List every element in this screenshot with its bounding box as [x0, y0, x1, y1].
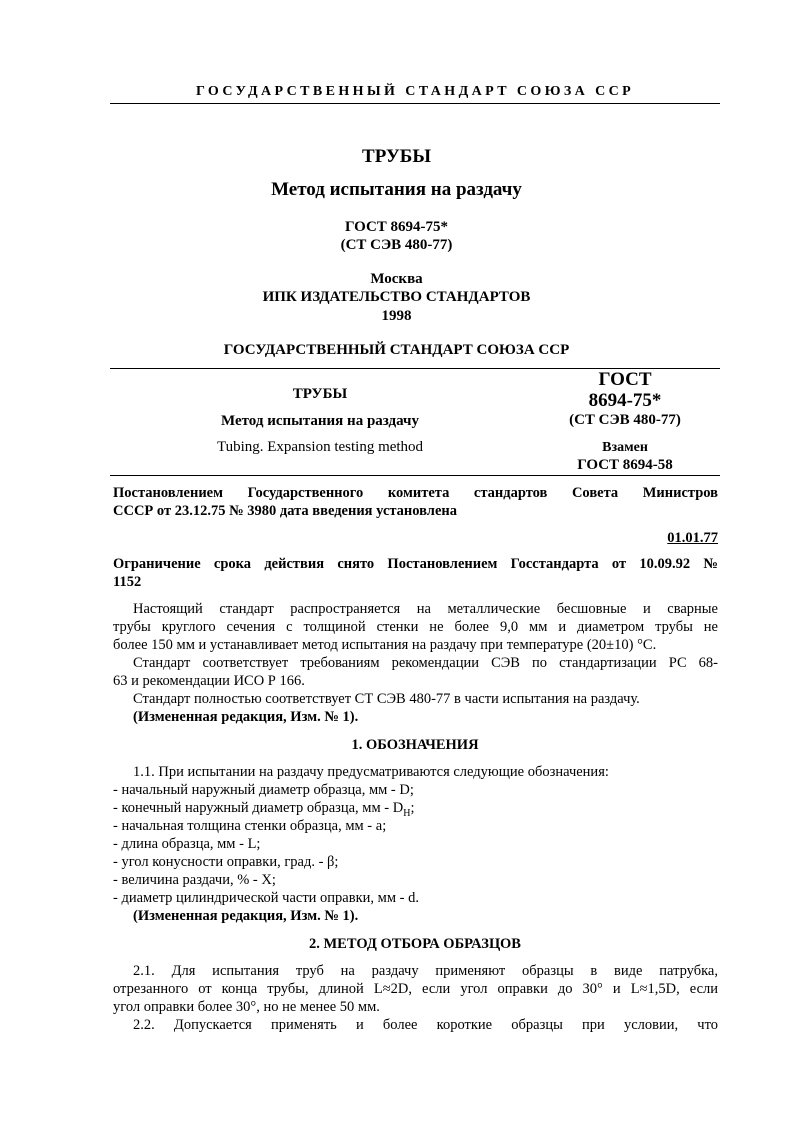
title-block-gost-number: 8694-75*	[588, 390, 662, 411]
designation-item: - диаметр цилиндрической части оправки, мм - d.	[113, 890, 419, 906]
decree-line-2: СССР от 23.12.75 № 3980 дата введения установлена	[113, 503, 457, 519]
document-title: ТРУБЫ	[362, 146, 431, 167]
designation-item: - угол конусности оправки, град. - β;	[113, 854, 339, 870]
decree-line-1: Постановлением Государственного комитета стандартов Совета Министров	[113, 485, 718, 501]
designation-item: - длина образца, мм - L;	[113, 836, 261, 852]
title-block-bottom-rule	[110, 475, 720, 476]
title-block-subtitle: Метод испытания на раздачу	[221, 413, 419, 429]
title-block-replaces: ГОСТ 8694-58	[577, 457, 673, 473]
publication-year: 1998	[381, 308, 412, 324]
designation-item: - начальный наружный диаметр образца, мм - D;	[113, 782, 414, 798]
designation-item: - величина раздачи, % - X;	[113, 872, 276, 888]
intro-line: Настоящий стандарт распространяется на металлические бесшовные и сварные	[133, 601, 718, 617]
amendment-note: (Измененная редакция, Изм. № 1).	[133, 709, 359, 725]
designation-item: - начальная толщина стенки образца, мм - а;	[113, 818, 387, 834]
section-2-line: 2.2. Допускается применять и более короткие образцы при условии, что	[133, 1017, 718, 1033]
decree-date: 01.01.77	[667, 530, 718, 546]
intro-line: Стандарт полностью соответствует СТ СЭВ 480-77 в части испытания на раздачу.	[133, 691, 640, 707]
publisher-name: ИПК ИЗДАТЕЛЬСТВО СТАНДАРТОВ	[262, 289, 531, 305]
title-block-replaces-label: Взамен	[602, 440, 648, 455]
amendment-note: (Измененная редакция, Изм. № 1).	[133, 908, 359, 924]
title-block-gost-label: ГОСТ	[598, 369, 652, 390]
intro-line: более 150 мм и устанавливает метод испытания на раздачу при температуре (20±10) °С.	[113, 637, 657, 653]
designation-item: - конечный наружный диаметр образца, мм - $D_Н$;	[113, 800, 415, 819]
title-block-title: ТРУБЫ	[292, 386, 348, 402]
publisher-city: Москва	[370, 271, 423, 287]
st-sev-number: (СТ СЭВ 480-77)	[340, 237, 453, 253]
section-2-line: угол оправки более 30°, но не менее 50 мм.	[113, 999, 380, 1015]
title-block-st-sev: (СТ СЭВ 480-77)	[569, 412, 681, 428]
standard-line: ГОСУДАРСТВЕННЫЙ СТАНДАРТ СОЮЗА ССР	[223, 342, 570, 358]
document-subtitle: Метод испытания на раздачу	[271, 179, 522, 200]
section-2-line: 2.1. Для испытания труб на раздачу применяют образцы в виде патрубка,	[133, 963, 718, 979]
intro-line: трубы круглого сечения с толщиной стенки не более 9,0 мм и диаметром трубы не	[113, 619, 718, 635]
restriction-line-2: 1152	[113, 574, 142, 590]
section-2-heading: 2. МЕТОД ОТБОРА ОБРАЗЦОВ	[309, 936, 521, 952]
section-1-intro: 1.1. При испытании на раздачу предусматриваются следующие обозначения:	[133, 764, 609, 780]
gost-number: ГОСТ 8694-75*	[344, 219, 449, 235]
intro-line: 63 и рекомендации ИСО Р 166.	[113, 673, 305, 689]
header-rule	[110, 103, 720, 104]
restriction-line-1: Ограничение срока действия снято Постановлением Госстандарта от 10.09.92 №	[113, 556, 718, 572]
section-1-heading: 1. ОБОЗНАЧЕНИЯ	[351, 737, 479, 753]
title-block-english: Tubing. Expansion testing method	[216, 439, 424, 455]
top-standard-header: ГОСУДАРСТВЕННЫЙ СТАНДАРТ СОЮЗА ССР	[195, 84, 635, 99]
section-2-line: отрезанного от конца трубы, длиной L≈2D, если угол оправки до 30° и L≈1,5D, если	[113, 981, 718, 997]
intro-line: Стандарт соответствует требованиям рекомендации СЭВ по стандартизации РС 68-	[133, 655, 718, 671]
